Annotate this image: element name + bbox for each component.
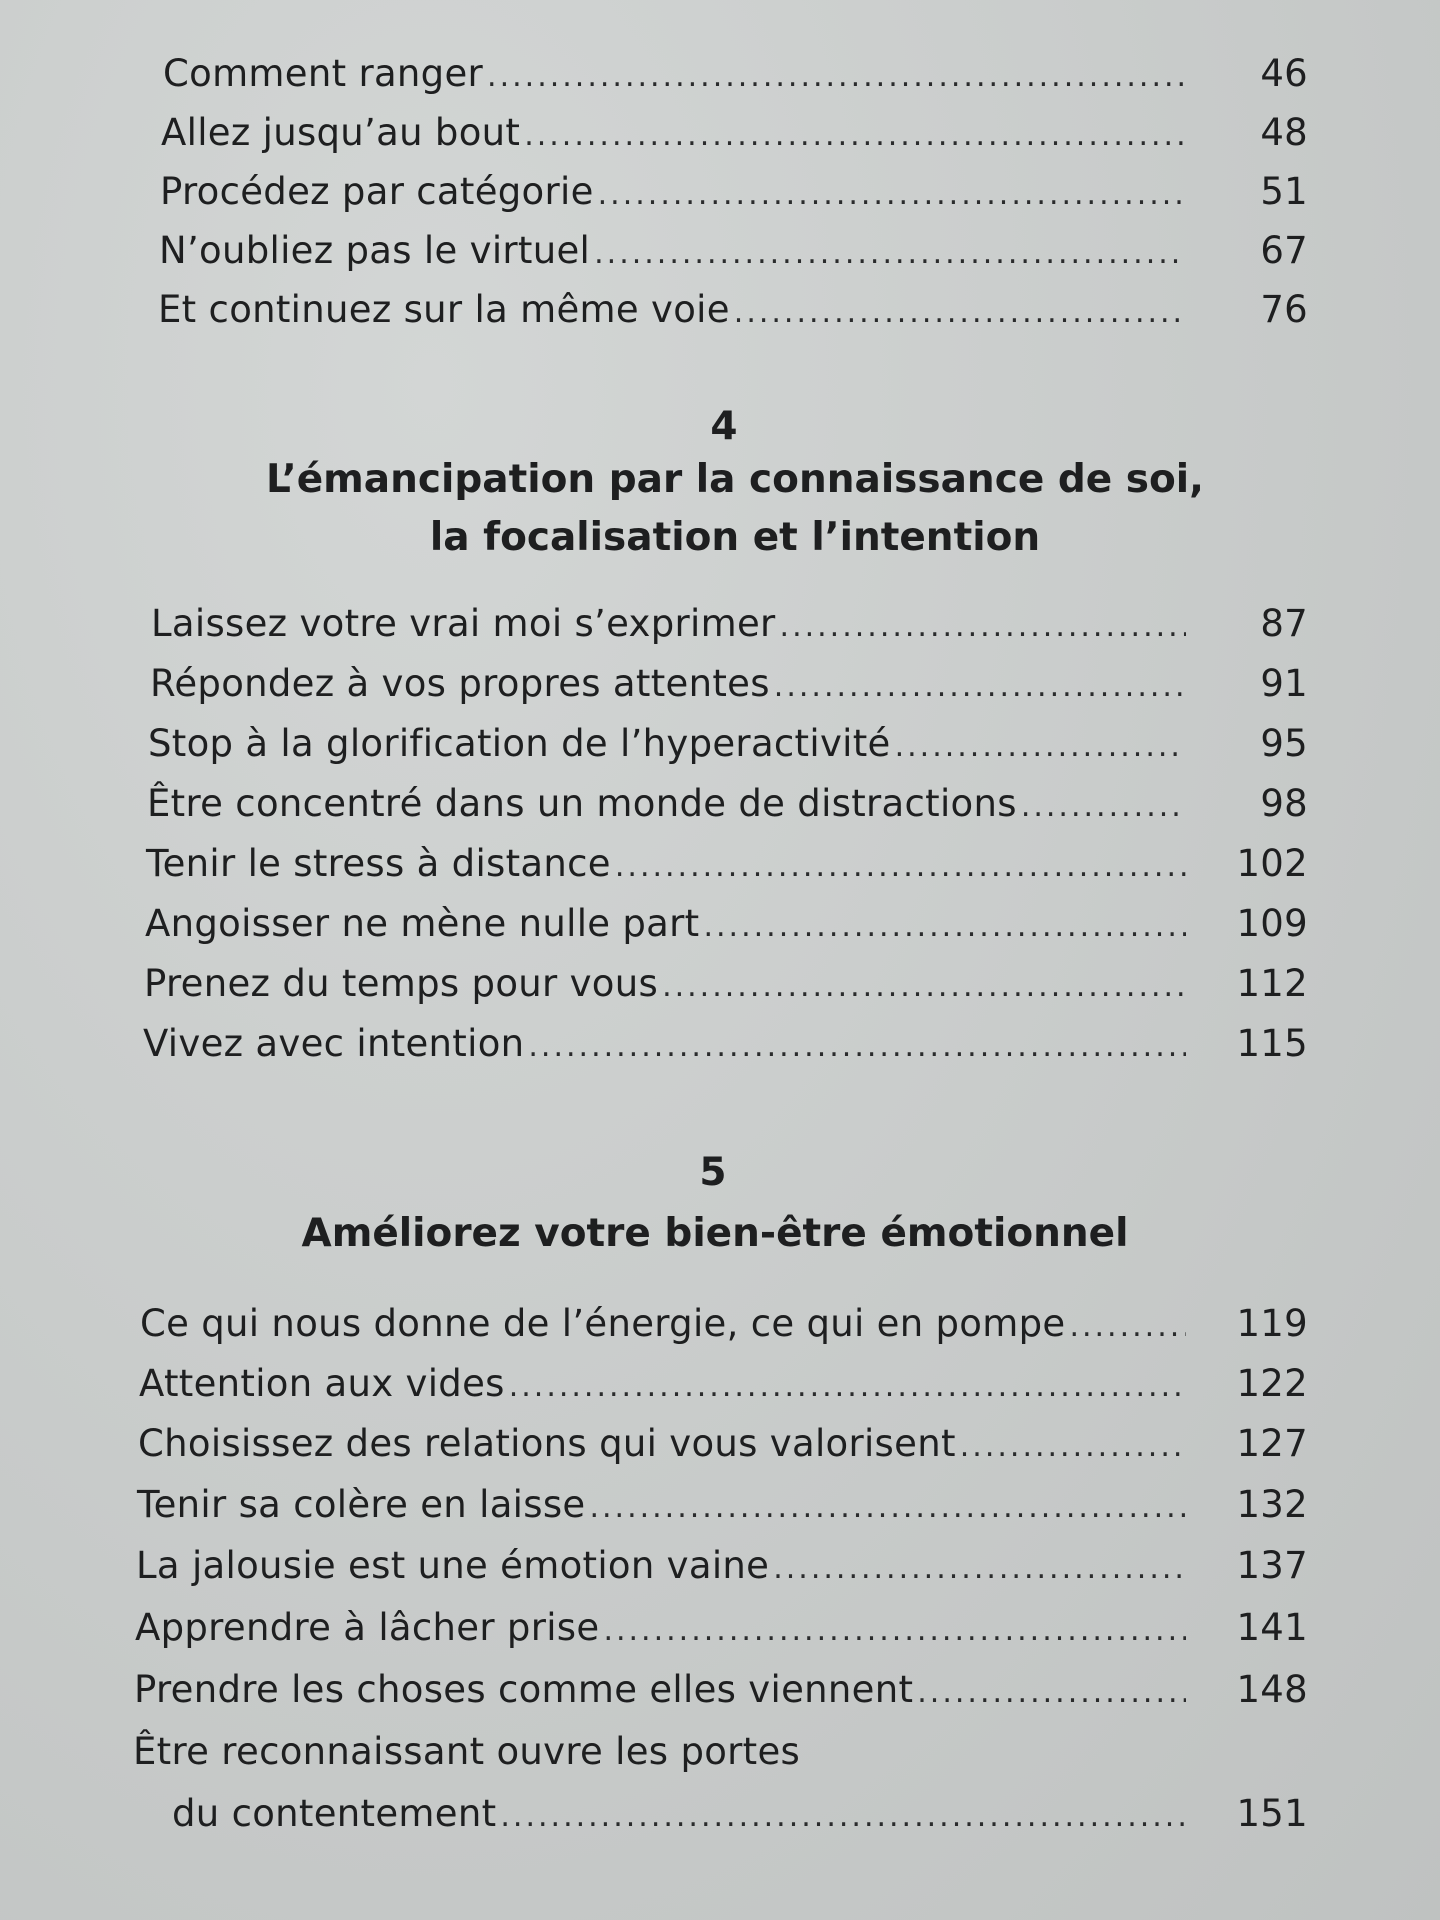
toc-leader-dots (615, 849, 1186, 884)
chapter-title: Améliorez votre bien-être émotionnel (301, 1211, 1129, 1256)
toc-leader-dots (603, 1613, 1186, 1648)
toc-entry-page: 132 (1236, 1483, 1308, 1526)
toc-entry-title: Apprendre à lâcher prise (135, 1606, 600, 1649)
toc-entry-title: Comment ranger (163, 52, 484, 95)
toc-entry-page: 98 (1260, 782, 1308, 825)
toc-entry (159, 229, 1308, 272)
toc-entry-page: 127 (1236, 1422, 1308, 1465)
toc-entry-title: du contentement (172, 1792, 497, 1835)
toc-leader-dots (594, 236, 1186, 271)
toc-entry (160, 170, 1308, 213)
toc-leader-dots (703, 909, 1186, 944)
toc-entry-title: Tenir le stress à distance (146, 842, 611, 885)
toc-entry (143, 1022, 1308, 1065)
toc-leader-dots (528, 1029, 1186, 1064)
toc-entry-title: Et continuez sur la même voie (158, 288, 730, 331)
toc-leader-dots (734, 295, 1186, 330)
toc-entry (172, 1792, 1308, 1835)
toc-entry-page: 67 (1260, 229, 1308, 272)
toc-entry (161, 111, 1308, 154)
toc-leader-dots (662, 969, 1186, 1004)
toc-entry-title: La jalousie est une émotion vaine (136, 1544, 770, 1587)
toc-entry-title: Choisissez des relations qui vous valorisent (138, 1422, 956, 1465)
toc-leader-dots (960, 1429, 1186, 1464)
toc-leader-dots (774, 669, 1186, 704)
toc-leader-dots (487, 59, 1186, 94)
toc-leader-dots (780, 609, 1186, 644)
toc-leader-dots (524, 118, 1186, 153)
toc-entry-page: 151 (1236, 1792, 1308, 1835)
toc-entry (150, 662, 1308, 705)
toc-entry (163, 52, 1308, 95)
chapter-title-line: la focalisation et l’intention (429, 515, 1041, 560)
toc-entry-page: 122 (1236, 1362, 1308, 1405)
chapter-title (0, 451, 1440, 567)
toc-entry-title: Laissez votre vrai moi s’exprimer (151, 602, 776, 645)
toc-entry (144, 962, 1308, 1005)
toc-entry (147, 782, 1308, 825)
toc-entry (145, 902, 1308, 945)
toc-leader-dots (500, 1799, 1186, 1834)
toc-entry-title: Procédez par catégorie (160, 170, 594, 213)
toc-entry-title: N’oubliez pas le virtuel (159, 229, 591, 272)
toc-entry (140, 1302, 1308, 1345)
chapter-number: 4 (710, 404, 738, 449)
toc-entry-title: Prenez du temps pour vous (144, 962, 659, 1005)
toc-entry-page: 51 (1260, 170, 1308, 213)
toc-entry-page: 46 (1260, 52, 1308, 95)
toc-leader-dots (773, 1551, 1186, 1586)
toc-entry-page: 102 (1236, 842, 1308, 885)
toc-leader-dots (598, 177, 1186, 212)
toc-entry-page: 95 (1260, 722, 1308, 765)
toc-entry-title: Ce qui nous donne de l’énergie, ce qui en pompe (140, 1302, 1066, 1345)
toc-entry-page: 119 (1236, 1302, 1308, 1345)
toc-entry-page: 76 (1260, 288, 1308, 331)
toc-leader-dots (589, 1490, 1186, 1525)
toc-entry-page: 137 (1236, 1544, 1308, 1587)
toc-entry (158, 288, 1308, 331)
toc-entry-page: 48 (1260, 111, 1308, 154)
toc-entry-title: Répondez à vos propres attentes (150, 662, 770, 705)
toc-entry-title-first-line: Être reconnaissant ouvre les portes (133, 1730, 801, 1773)
toc-entry-page: 148 (1236, 1668, 1308, 1711)
toc-leader-dots (1021, 789, 1186, 824)
toc-entry-page: 112 (1236, 962, 1308, 1005)
toc-entry-title: Être concentré dans un monde de distractions (147, 782, 1017, 825)
toc-entry (138, 1422, 1308, 1465)
toc-entry-page: 115 (1236, 1022, 1308, 1065)
toc-entry-page: 87 (1260, 602, 1308, 645)
chapter-number: 5 (699, 1150, 727, 1195)
toc-entry-title: Attention aux vides (139, 1362, 505, 1405)
toc-leader-dots (917, 1675, 1186, 1710)
toc-entry (136, 1544, 1308, 1587)
toc-entry (148, 722, 1308, 765)
chapter-title-line: L’émancipation par la connaissance de soi, (266, 457, 1204, 502)
toc-entry-page: 141 (1236, 1606, 1308, 1649)
toc-entry-page: 91 (1260, 662, 1308, 705)
toc-entry (146, 842, 1308, 885)
toc-entry-title: Tenir sa colère en laisse (137, 1483, 586, 1526)
toc-entry-title: Prendre les choses comme elles viennent (134, 1668, 914, 1711)
toc-leader-dots (509, 1369, 1186, 1404)
toc-entry (151, 602, 1308, 645)
toc-entry-title: Angoisser ne mène nulle part (145, 902, 700, 945)
toc-entry (139, 1362, 1308, 1405)
toc-entry-page: 109 (1236, 902, 1308, 945)
toc-entry (134, 1668, 1308, 1711)
toc-leader-dots (1069, 1309, 1186, 1344)
toc-leader-dots (895, 729, 1186, 764)
toc-entry-title: Allez jusqu’au bout (161, 111, 521, 154)
toc-entry-title: Stop à la glorification de l’hyperactivité (148, 722, 891, 765)
toc-entry (135, 1606, 1308, 1649)
toc-entry (137, 1483, 1308, 1526)
toc-entry-title: Vivez avec intention (143, 1022, 525, 1065)
